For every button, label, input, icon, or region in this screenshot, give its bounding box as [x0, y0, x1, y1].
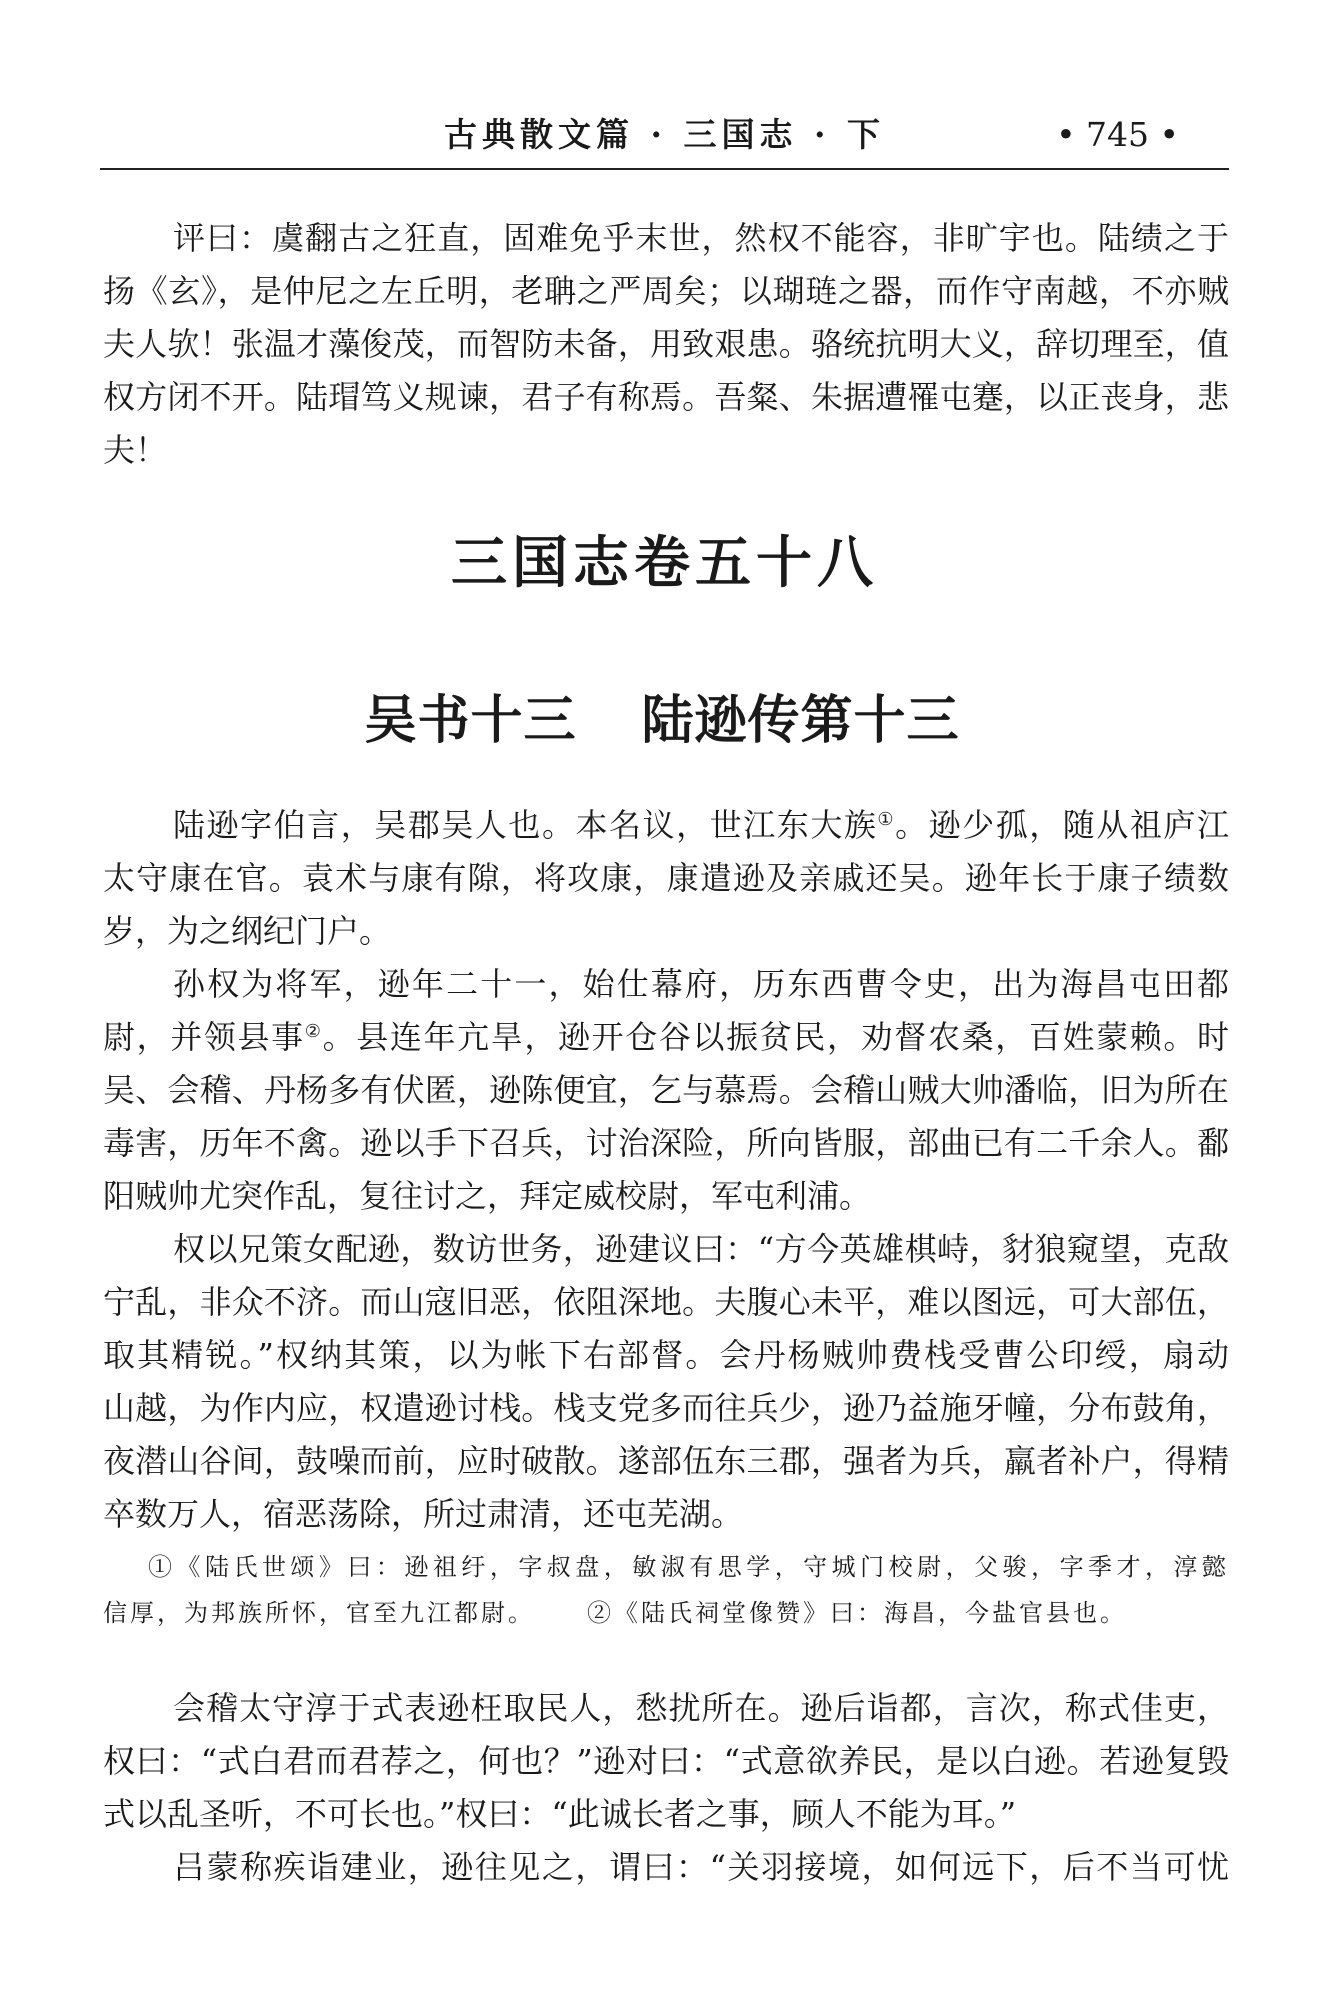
text-line: 太守康在官。袁术与康有隙，将攻康，康遣逊及亲戚还吴。逊年长于康子绩数	[103, 859, 1229, 897]
line-text: 。逊少孤，随从祖庐江	[895, 806, 1229, 844]
footnote-ref: ①	[877, 809, 896, 830]
line-text: 陆逊字伯言，吴郡吴人也。本名议，世江东大族	[173, 806, 878, 844]
text-line: 取其精锐。”权纳其策，以为帐下右部督。会丹杨贼帅费栈受曹公印绶，扇动	[103, 1336, 1229, 1374]
text-line: 权方闭不开。陆瑁笃义规谏，君子有称焉。吾粲、朱据遭罹屯蹇，以正丧身，悲	[103, 378, 1229, 416]
body-paragraph	[103, 958, 1229, 1223]
chapter-title	[0, 688, 1324, 754]
footnotes	[103, 1544, 1229, 1636]
footnote-line	[103, 1590, 1229, 1636]
line-text: 。县连年亢旱，逊开仓谷以振贫民，劝督农桑，百姓蒙赖。时	[322, 1018, 1229, 1056]
line-text: 尉，并领县事	[103, 1018, 305, 1056]
text-line: 式以乱圣听，不可长也。”权曰：“此诚长者之事，顾人不能为耳。”	[103, 1795, 1017, 1833]
body-paragraph	[103, 1223, 1229, 1541]
body-paragraph	[103, 1841, 1229, 1894]
text-line	[103, 1011, 1229, 1064]
text-line: 岁，为之纲纪门户。	[103, 912, 392, 950]
text-line: 扬《玄》，是仲尼之左丘明，老聃之严周矣；以瑚琏之器，而作守南越，不亦贼	[103, 272, 1229, 310]
body-paragraph	[103, 1682, 1229, 1841]
text-line: 山越，为作内应，权遣逊讨栈。栈支党多而往兵少，逊乃益施牙幢，分布鼓角，	[103, 1389, 1229, 1427]
text-line: 权曰：“式白君而君荐之，何也？”逊对曰：“式意欲养民，是以白逊。若逊复毁	[103, 1742, 1229, 1780]
text-line: 吕蒙称疾诣建业，逊往见之，谓曰：“关羽接境，如何远下，后不当可忧	[173, 1848, 1229, 1886]
text-line	[103, 799, 1229, 852]
page-number: • 745 •	[1056, 115, 1179, 154]
text-line: 夜潜山谷间，鼓噪而前，应时破散。遂部伍东三郡，强者为兵，羸者补户，得精	[103, 1442, 1229, 1480]
text-line: 毒害，历年不禽。逊以手下召兵，讨治深险，所向皆服，部曲已有二千余人。鄱	[103, 1124, 1229, 1162]
footnote-line: ①《陆氏世颂》曰：逊祖纡，字叔盘，敏淑有思学，守城门校尉，父骏，字季才，淳懿	[148, 1553, 1229, 1581]
chapter-book-label: 吴书十三	[364, 691, 577, 751]
text-line: 会稽太守淳于式表逊枉取民人，愁扰所在。逊后诣都，言次，称式佳吏，	[173, 1689, 1229, 1727]
text-line: 阳贼帅尤突作乱，复往讨之，拜定威校尉，军屯利浦。	[103, 1177, 872, 1215]
text-line: 卒数万人，宿恶荡除，所过肃清，还屯芜湖。	[103, 1495, 744, 1533]
body-paragraph	[103, 799, 1229, 958]
text-line: 评曰：虞翻古之狂直，固难免乎末世，然权不能容，非旷宇也。陆绩之于	[173, 219, 1229, 257]
chapter-biography-label: 陆逊传第十三	[641, 691, 960, 751]
biography-body-continued	[103, 1682, 1229, 1894]
header-rule	[100, 168, 1229, 170]
volume-title: 三国志卷五十八	[451, 531, 878, 596]
biography-body	[103, 799, 1229, 1541]
text-line: 权以兄策女配逊，数访世务，逊建议曰：“方今英雄棋峙，豺狼窥望，克敌	[173, 1230, 1229, 1268]
text-line: 夫人欤！张温才藻俊茂，而智防未备，用致艰患。骆统抗明大义，辞切理至，值	[103, 325, 1229, 363]
text-line: 孙权为将军，逊年二十一，始仕幕府，历东西曹令史，出为海昌屯田都	[173, 965, 1229, 1003]
footnote-text: 信厚，为邦族所怀，官至九江都尉。	[103, 1599, 535, 1627]
commentary-paragraph	[103, 212, 1229, 477]
text-line: 夫！	[103, 431, 168, 469]
footnote-ref: ②	[304, 1021, 323, 1042]
footnote-text: ②《陆氏祠堂像赞》曰：海昌，今盐官县也。	[587, 1599, 1127, 1627]
running-title: 古典散文篇 · 三国志 · 下	[444, 115, 885, 154]
text-line: 吴、会稽、丹杨多有伏匿，逊陈便宜，乞与慕焉。会稽山贼大帅潘临，旧为所在	[103, 1071, 1229, 1109]
text-line: 宁乱，非众不济。而山寇旧恶，依阻深地。夫腹心未平，难以图远，可大部伍，	[103, 1283, 1229, 1321]
